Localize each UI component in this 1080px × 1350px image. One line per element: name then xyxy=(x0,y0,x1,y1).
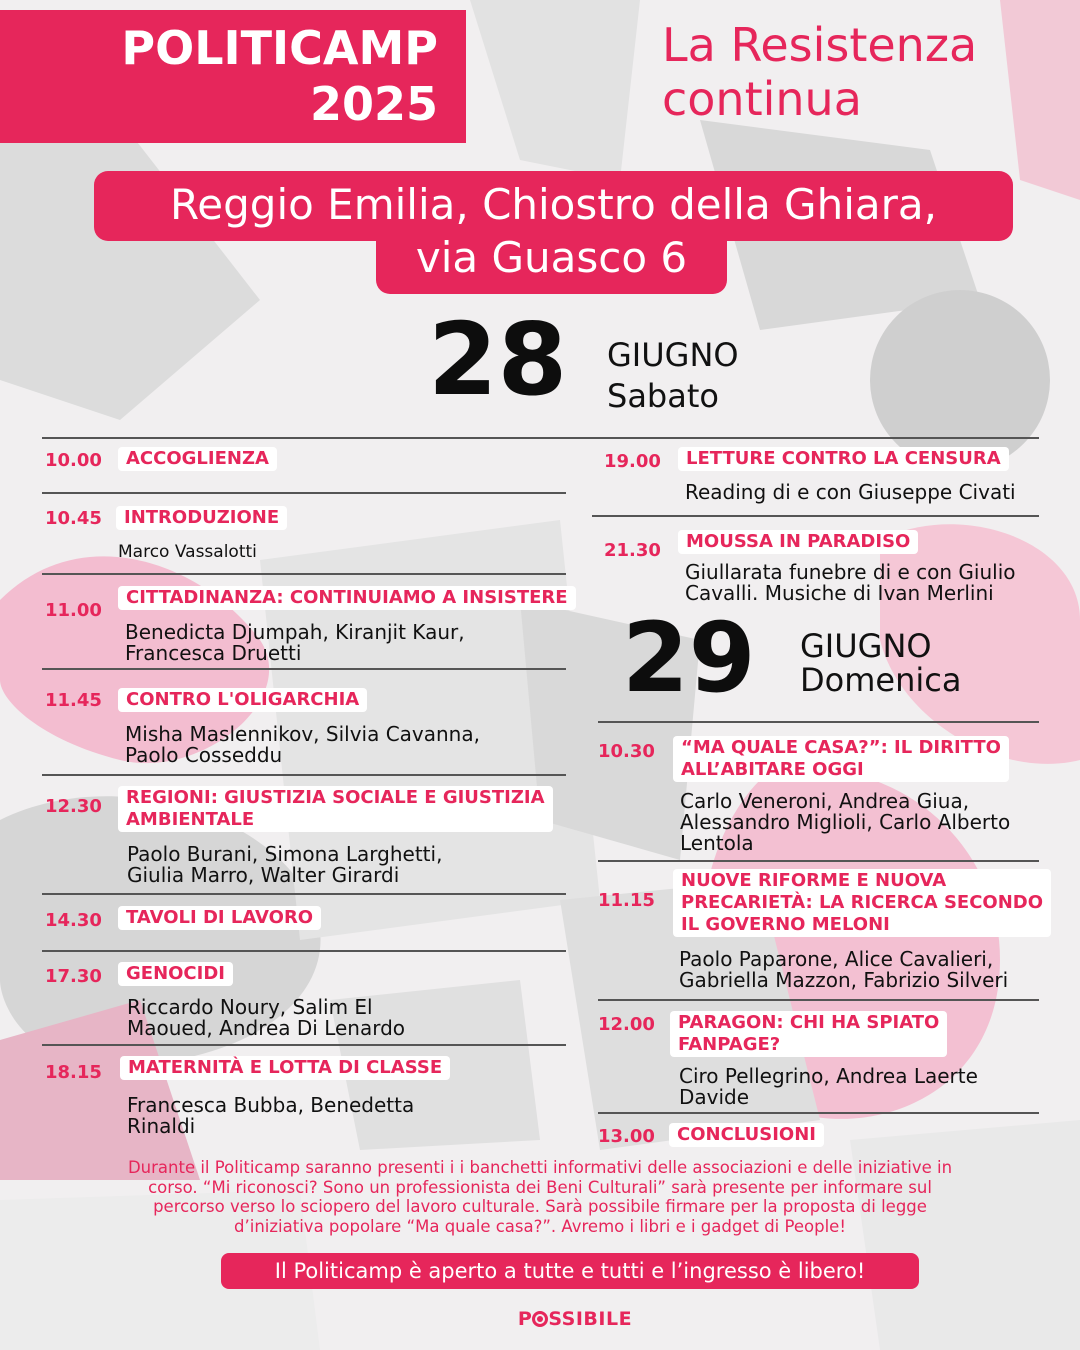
divider xyxy=(592,515,1039,517)
event-title: CONTRO L'OLIGARCHIA xyxy=(118,688,367,712)
event-time: 10.45 xyxy=(45,508,102,529)
day2-number: 29 xyxy=(622,602,756,714)
event-title xyxy=(118,786,553,832)
logo-text: SSIBILE xyxy=(548,1308,633,1330)
event-name: POLITICAMP xyxy=(121,21,438,75)
divider xyxy=(42,774,566,776)
event-title: MOUSSA IN PARADISO xyxy=(678,530,918,554)
note-line: percorso verso lo sciopero del lavoro culturale. Sarà possibile firmare per la proposta di legge xyxy=(153,1197,927,1216)
day1-weekday: Sabato xyxy=(607,377,719,415)
event-title: CONCLUSIONI xyxy=(669,1123,824,1147)
title-line: NUOVE RIFORME E NUOVA xyxy=(681,870,947,891)
speakers-line: Paolo Paparone, Alice Cavalieri, xyxy=(679,947,994,971)
divider xyxy=(42,437,1039,439)
title-line: PARAGON: CHI HA SPIATO xyxy=(678,1012,940,1033)
speakers-line: Gabriella Mazzon, Fabrizio Silveri xyxy=(679,968,1009,992)
event-time: 12.00 xyxy=(598,1014,655,1035)
event-time: 18.15 xyxy=(45,1062,102,1083)
event-time: 14.30 xyxy=(45,910,102,931)
divider xyxy=(598,721,1039,723)
event-title: CITTADINANZA: CONTINUIAMO A INSISTERE xyxy=(118,586,576,610)
free-entry-banner: Il Politicamp è aperto a tutte e tutti e l’ingresso è libero! xyxy=(221,1253,919,1289)
info-note xyxy=(60,1158,1020,1236)
speakers-line: Ciro Pellegrino, Andrea Laerte xyxy=(679,1064,978,1088)
title-line: ALL’ABITARE OGGI xyxy=(681,759,864,780)
event-speakers xyxy=(680,791,1010,854)
divider xyxy=(598,860,1039,862)
speakers-line: Francesca Druetti xyxy=(125,641,302,665)
divider xyxy=(42,492,566,494)
event-title xyxy=(673,869,1051,937)
speakers-line: Davide xyxy=(679,1085,750,1109)
event-time: 19.00 xyxy=(604,451,661,472)
title-line: AMBIENTALE xyxy=(126,809,255,830)
event-speakers xyxy=(127,1095,414,1137)
speakers-line: Rinaldi xyxy=(127,1114,196,1138)
slogan-line-2: continua xyxy=(662,72,862,126)
slogan xyxy=(662,18,977,126)
event-time: 11.00 xyxy=(45,600,102,621)
divider xyxy=(42,668,566,670)
divider xyxy=(42,893,566,895)
title-line: IL GOVERNO MELONI xyxy=(681,914,890,935)
speakers-line: Carlo Veneroni, Andrea Giua, xyxy=(680,789,970,813)
title-line: “MA QUALE CASA?”: IL DIRITTO xyxy=(681,737,1001,758)
event-speakers xyxy=(679,949,1008,991)
divider xyxy=(598,999,1039,1001)
event-title: GENOCIDI xyxy=(118,962,233,986)
venue-line-1: Reggio Emilia, Chiostro della Ghiara, xyxy=(94,171,1013,241)
speakers-line: Giullarata funebre di e con Giulio xyxy=(685,560,1016,584)
event-speakers xyxy=(679,1066,978,1108)
title-line: REGIONI: GIUSTIZIA SOCIALE E GIUSTIZIA xyxy=(126,787,545,808)
day2-month: GIUGNO xyxy=(800,627,932,665)
title-line: FANPAGE? xyxy=(678,1034,781,1055)
event-title xyxy=(670,1011,947,1057)
note-line: d’iniziativa popolare “Ma quale casa?”. Avremo i libri e i gadget di People! xyxy=(234,1216,846,1236)
event-year: 2025 xyxy=(309,77,438,131)
day1-month: GIUGNO xyxy=(607,336,739,374)
divider xyxy=(42,950,566,952)
event-time: 21.30 xyxy=(604,540,661,561)
speakers-line: Giulia Marro, Walter Girardi xyxy=(127,863,400,887)
speakers-line: Francesca Bubba, Benedetta xyxy=(127,1093,415,1117)
event-time: 11.15 xyxy=(598,890,655,911)
slogan-line-1: La Resistenza xyxy=(662,18,978,72)
event-speakers xyxy=(127,997,405,1039)
speakers-line: Cavalli. Musiche di Ivan Merlini xyxy=(685,581,994,605)
event-title xyxy=(673,736,1009,782)
speakers-line: Misha Maslennikov, Silvia Cavanna, xyxy=(125,722,480,746)
event-time: 10.00 xyxy=(45,450,102,471)
event-title: LETTURE CONTRO LA CENSURA xyxy=(678,447,1009,471)
note-line: corso. “Mi riconosci? Sono un professionista dei Beni Culturali” sarà presente per informare sul xyxy=(148,1177,932,1197)
speakers-line: Alessandro Miglioli, Carlo Alberto xyxy=(680,810,1011,834)
event-title: ACCOGLIENZA xyxy=(118,447,277,471)
event-time: 13.00 xyxy=(598,1126,655,1147)
event-time: 10.30 xyxy=(598,741,655,762)
logo-text: P xyxy=(517,1308,533,1330)
event-speakers xyxy=(127,844,442,886)
speakers-line: Paolo Burani, Simona Larghetti, xyxy=(127,842,443,866)
event-time: 17.30 xyxy=(45,966,102,987)
speakers-line: Maoued, Andrea Di Lenardo xyxy=(127,1016,406,1040)
day1-number: 28 xyxy=(428,301,568,418)
day2-weekday: Domenica xyxy=(800,661,962,699)
event-time: 12.30 xyxy=(45,796,102,817)
logo-circle-icon xyxy=(532,1311,548,1327)
event-title: MATERNITÀ E LOTTA DI CLASSE xyxy=(120,1056,450,1080)
event-speakers: Marco Vassalotti xyxy=(118,542,257,562)
event-title: INTRODUZIONE xyxy=(116,506,287,530)
speakers-line: Benedicta Djumpah, Kiranjit Kaur, xyxy=(125,620,465,644)
divider xyxy=(42,573,566,575)
event-speakers xyxy=(125,724,480,766)
event-speakers xyxy=(125,622,465,664)
divider xyxy=(598,1112,1039,1114)
speakers-line: Lentola xyxy=(680,831,754,855)
event-title: TAVOLI DI LAVORO xyxy=(118,906,321,930)
event-speakers xyxy=(685,562,1016,604)
venue-line-2: via Guasco 6 xyxy=(376,232,727,294)
possibile-logo xyxy=(490,1308,660,1330)
event-title-box xyxy=(0,10,466,143)
event-time: 11.45 xyxy=(45,690,102,711)
speakers-line: Riccardo Noury, Salim El xyxy=(127,995,373,1019)
event-speakers: Reading di e con Giuseppe Civati xyxy=(685,480,1016,504)
title-line: PRECARIETÀ: LA RICERCA SECONDO xyxy=(681,892,1044,913)
speakers-line: Paolo Cosseddu xyxy=(125,743,283,767)
divider xyxy=(42,1044,566,1046)
note-line: Durante il Politicamp saranno presenti i i banchetti informativi delle associazioni e delle iniziative in xyxy=(127,1158,953,1177)
